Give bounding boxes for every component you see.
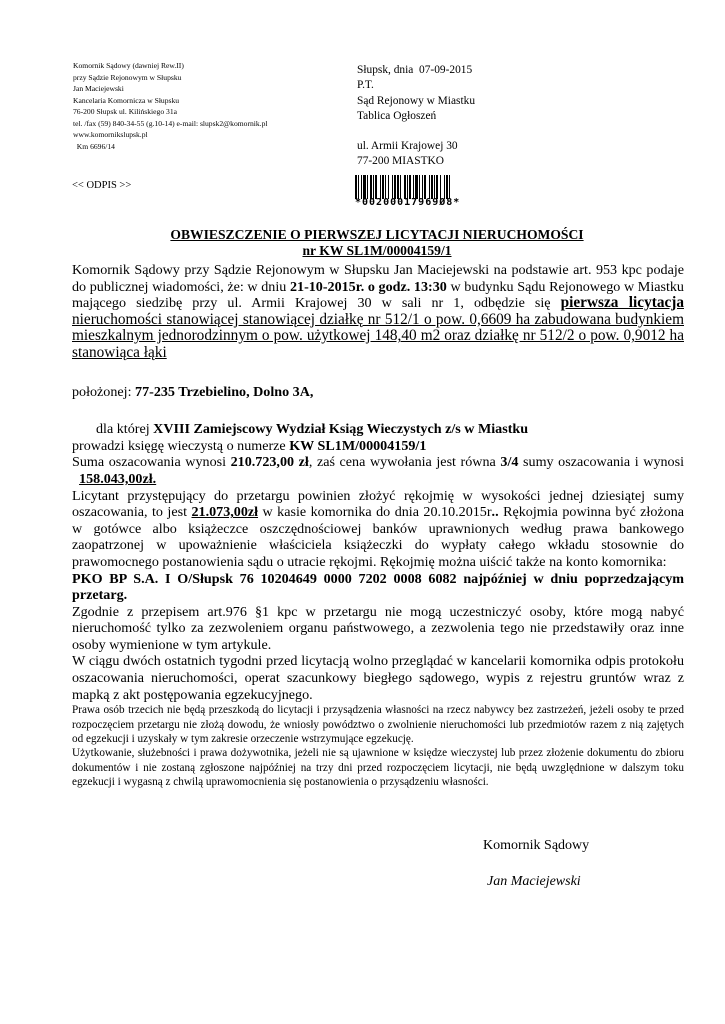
- paragraph-easements: Użytkowanie, służebności i prawa dożywotnika, jeżeli nie są ujawnione w księdze wieczystej lub przez złożenie dokumentu do zbioru dokumentów i nie zostaną zgłoszone najpóźniej na trzy dni przed rozpoczęciem licytacji, nie będą uwzględnione w dalszym toku egzekucji i wygasną z chwilą uprawomocnienia się postanowienia o przysądzeniu własności.: [72, 747, 684, 789]
- paragraph-inspection: W ciągu dwóch ostatnich tygodni przed licytacją wolno przeglądać w kancelarii komornika odpis protokołu oszacowania nieruchomości, operat szacunkowy biegłego sądowego, wypis z rejestru gruntów wraz z mapką z akt postępowania egzekucyjnego.: [72, 653, 684, 703]
- copy-label: << ODPIS >>: [72, 180, 132, 191]
- barcode-bar: [373, 175, 374, 199]
- barcode-bar: [370, 175, 372, 199]
- text: prowadzi księgę wieczystą o numerze: [72, 437, 286, 454]
- auction-date: 21-10-2015r. o godz. 13:30: [289, 278, 447, 295]
- deposit-amount: 21.073,00zł: [191, 504, 259, 521]
- kw-number: KW SL1M/00004159/1: [289, 437, 427, 454]
- recipient-block: [357, 63, 597, 169]
- barcode-bar: [407, 175, 408, 199]
- location-value: 77-235 Trzebielino, Dolno 3A,: [135, 383, 314, 400]
- paragraph-third-party-rights: Prawa osób trzecich nie będą przeszkodą do licytacji i przysądzenia własności na rzecz nabywcy bez zastrzeżeń, jeżeli osoby te przed rozpoczęciem przetargu nie złożą dowodu, że wniosły powództwo o zwolnienie nieruchomości lub przedmiotów razem z nią zajętych od egzekucji i uzyskały w tym zakresie orzeczenie wstrzymujące egzekucję.: [72, 704, 684, 746]
- barcode-bar: [424, 175, 426, 199]
- text: Licytant przystępujący do przetargu powinien złożyć rękojmię w wysokości jednej dziesiątej sumy oszacowania, to jest: [72, 487, 684, 521]
- location-label: położonej:: [72, 383, 132, 400]
- barcode-bar: [449, 175, 450, 199]
- property-description: nieruchomości stanowiącej stanowiącej działkę nr 512/1 o pow. 0,6609 ha zabudowana budynkiem mieszkalnym jednorodzinnym o pow. użytkowej 148,40 m2 oraz działkę nr 512/2 o pow. 0,9012 ha stanowiąca łąki: [72, 310, 684, 361]
- text: sumy oszacowania i wynosi: [523, 454, 684, 471]
- paragraph-bank: [72, 571, 684, 604]
- recipient-street: ul. Armii Krajowej 30: [357, 139, 458, 152]
- text: Rękojmia powinna być złożona w gotówce albo książeczce oszczędnościowej banków uprawnionych według prawa bankowego zaopatrzonej w upoważnienie właściciela książeczki do wypłaty całego wkładu stosownie do prawomocnego postanowienia sądu o utracie rękojmi. Rękojmię można uiścić także na konto komornika:: [72, 504, 685, 570]
- sender-line: Kancelaria Komornicza w Słupsku: [73, 95, 180, 105]
- paragraph-kw: [72, 438, 684, 455]
- text: , zaś cena wywołania jest równa: [308, 454, 496, 471]
- barcode-bar: [415, 175, 418, 199]
- barcode-bar: [419, 175, 420, 199]
- title-line-1: OBWIESZCZENIE O PIERWSZEJ LICYTACJI NIERUCHOMOŚCI: [170, 227, 584, 242]
- barcode-bar: [422, 175, 423, 199]
- starting-price: 158.043,00zł.: [79, 470, 157, 487]
- barcode-bar: [444, 175, 445, 199]
- barcode-text: *00200017969Ø8*: [355, 197, 461, 208]
- sender-line: tel. /fax (59) 840-34-55 (g.10-14) e-mail: slupsk2@komornik.pl: [73, 118, 268, 128]
- paragraph-deposit: Licytant przystępujący do przetargu powinien złożyć rękojmię w wysokości jednej dziesiątej sumy oszacowania, to jest 21.073,00zł w kasie komornika do dnia 20.10.2015r.. Rękojmia powinna być złożona w gotówce albo książeczce oszczędnościowej banków uprawnionych według prawa bankowego zaopatrzonej w upoważnienie właściciela książeczki do wypłaty całego wkładu stosownie do prawomocnego postanowienia sądu o utracie rękojmi. Rękojmię można uiścić także na konto komornika:: [72, 487, 685, 570]
- paragraph-registry: [72, 421, 684, 438]
- barcode-bar: [434, 175, 435, 199]
- barcode-bar: [446, 175, 448, 199]
- letter-date: Słupsk, dnia 07-09-2015: [357, 64, 473, 76]
- registry-court: XVIII Zamiejscowy Wydział Ksiąg Wieczystych z/s w Miastku: [153, 421, 529, 438]
- text: dla której: [96, 421, 150, 438]
- signature-name: Jan Maciejewski: [487, 874, 581, 889]
- barcode: [355, 175, 485, 207]
- text: w kasie komornika do dnia 20.10.2015r: [262, 504, 492, 521]
- barcode-bar: [436, 175, 438, 199]
- auction-type: pierwsza licytacja: [560, 294, 684, 312]
- title-line-2: nr KW SL1M/00004159/1: [302, 243, 452, 258]
- barcode-bar: [404, 175, 406, 199]
- document-body: [72, 262, 684, 790]
- barcode-bar: [367, 175, 368, 199]
- sender-line: Jan Maciejewski: [73, 84, 124, 93]
- paragraph-valuation: [72, 454, 684, 487]
- barcode-bar: [431, 175, 433, 199]
- barcode-bar: [380, 175, 381, 199]
- barcode-bar: [358, 175, 359, 199]
- barcode-bar: [409, 175, 411, 199]
- sender-line: Komornik Sądowy (dawniej Rew.II): [73, 61, 184, 70]
- barcode-bar: [388, 175, 389, 199]
- sender-address-block: [73, 60, 333, 152]
- barcode-bar: [413, 175, 414, 199]
- barcode-bar: [375, 175, 377, 199]
- text: Suma oszacowania wynosi: [72, 454, 227, 471]
- text: w budynku Sądu Rejonowego w Miastku mającego siedzibę przy ul. Armii Krajowej 30 w sali nr 1, odbędzie się: [72, 278, 684, 312]
- recipient-court: Sąd Rejonowy w Miastku: [357, 94, 476, 107]
- barcode-bars: [355, 175, 483, 199]
- barcode-bar: [363, 175, 366, 199]
- paragraph-art976: Zgodnie z przepisem art.976 §1 kpc w przetargu nie mogą uczestniczyć osoby, które mogą nabyć nieruchomość tylko za zezwoleniem organu państwowego, a zezwolenia tego nie przedstawiły oraz inne osoby wymienione w tym artykule.: [72, 603, 684, 653]
- barcode-bar: [385, 175, 386, 199]
- barcode-bar: [355, 175, 357, 199]
- signature-role: Komornik Sądowy: [483, 838, 590, 853]
- barcode-bar: [361, 175, 362, 199]
- barcode-bar: [392, 175, 393, 199]
- recipient-board: Tablica Ogłoszeń: [357, 110, 437, 123]
- barcode-bar: [394, 175, 396, 199]
- paragraph-location: [72, 384, 684, 401]
- sender-line: przy Sądzie Rejonowym w Słupsku: [73, 72, 182, 82]
- barcode-bar: [429, 175, 430, 199]
- barcode-bar: [440, 175, 441, 199]
- text: Komornik Sądowy przy Sądzie Rejonowym w Słupsku Jan Maciejewski na podstawie art. 953 kpc podaje do publicznej wiadomości, że: w dniu: [72, 262, 684, 295]
- recipient-city: 77-200 MIASTKO: [357, 155, 445, 168]
- sender-line: Km 6696/14: [73, 141, 115, 151]
- barcode-bar: [382, 175, 384, 199]
- valuation-sum: 210.723,00 zł: [230, 454, 309, 471]
- recipient-pt: P.T.: [357, 79, 374, 92]
- barcode-bar: [397, 175, 399, 199]
- sender-line: 76-200 Słupsk ul. Kilińskiego 31a: [73, 107, 177, 116]
- document-title: [72, 227, 682, 259]
- price-fraction: 3/4: [500, 454, 519, 471]
- paragraph-announcement: [72, 262, 684, 362]
- sender-line: www.komornikslupsk.pl: [73, 130, 148, 139]
- barcode-bar: [400, 175, 401, 199]
- bank-account: PKO BP S.A. I O/Słupsk 76 10204649 0000 7202 0008 6082 najpóźniej w dniu poprzedzającym przetarg.: [72, 570, 684, 604]
